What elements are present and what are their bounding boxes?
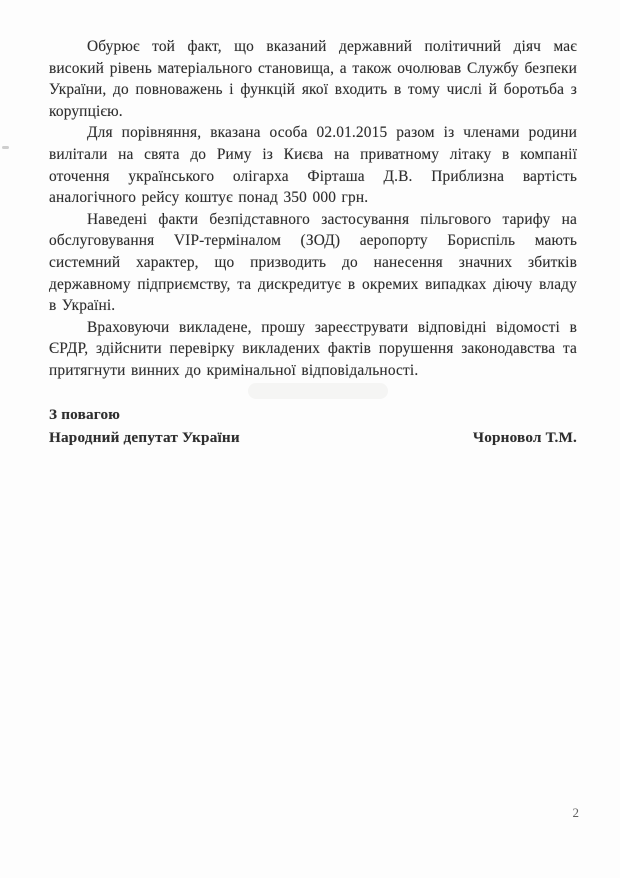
paragraph-4: Враховуючи викладене, прошу зареєструвати відповідні відомості в ЄРДР, здійснити перевірку викладених фактів порушення законодавства та притягнути винних до кримінальної відповідальності. — [49, 318, 577, 379]
closing-block — [49, 403, 577, 449]
letter-body — [49, 36, 577, 382]
signer-title: Народний депутат України — [49, 429, 240, 446]
page-number: 2 — [572, 805, 579, 820]
signer-name: Чорновол Т.М. — [472, 429, 577, 446]
signature-row — [49, 426, 577, 449]
paragraph-3: Наведені факти безпідставного застосування пільгового тарифу на обслуговування VIP-терміналом (ЗОД) аеропорту Бориспіль мають системний характер, що призводить до нанесення значних збитків державному підприємству, та дискредитує в окремих випадках діючу владу в Україні. — [49, 210, 577, 315]
scan-smudge — [248, 383, 388, 399]
closing-salutation: З повагою — [49, 406, 121, 423]
scan-artifact-mark — [2, 146, 9, 149]
paragraph-2: Для порівняння, вказана особа 02.01.2015 разом із членами родини вилітали на свята до Риму із Києва на приватному літаку в компанії оточення українського олігарха Фірташа Д.В. Приблизна вартість аналогічного рейсу коштує понад 350 000 грн. — [49, 124, 577, 207]
paragraph-1: Обурює той факт, що вказаний державний політичний діяч має високий рівень матеріального становища, а також очолював Службу безпеки України, до повноважень і функцій якої входить в тому числі й боротьба з корупцією. — [49, 38, 577, 120]
